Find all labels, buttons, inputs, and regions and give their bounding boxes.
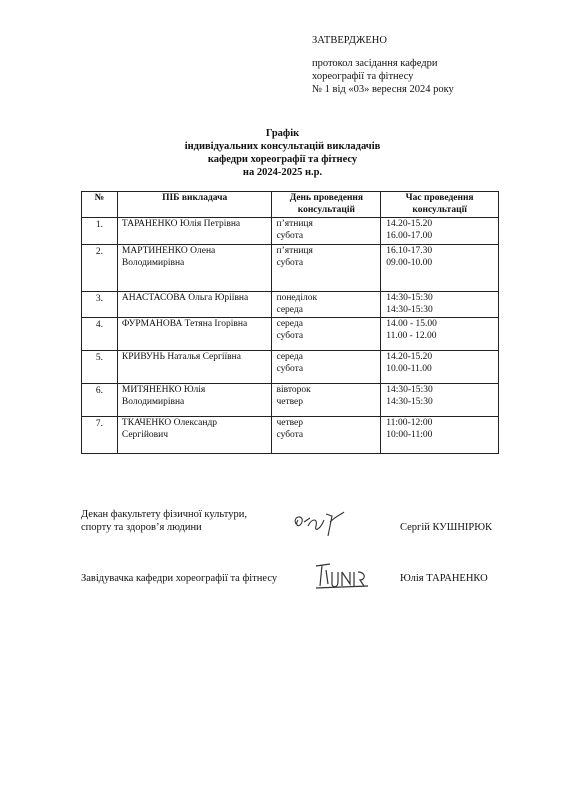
- row-number: 2.: [82, 245, 118, 292]
- consultation-days: понеділок середа: [272, 292, 381, 318]
- consultation-times: 14.00 - 15.00 11.00 - 12.00: [381, 318, 499, 351]
- consultation-days: четвер субота: [272, 417, 381, 454]
- approval-block: [312, 34, 454, 96]
- document-title: [0, 127, 565, 179]
- title-line: Графік: [265, 128, 300, 139]
- table-header-row: [82, 192, 499, 218]
- table-row: [82, 417, 499, 454]
- consultation-days: п’ятниця субота: [272, 245, 381, 292]
- row-number: 4.: [82, 318, 118, 351]
- consultation-times: 14.20-15.20 16.00-17.00: [381, 218, 499, 245]
- dean-signature: [290, 506, 350, 540]
- column-header-day: День проведення консультацій: [272, 192, 381, 218]
- consultation-days: середа субота: [272, 351, 381, 384]
- table-row: [82, 384, 499, 417]
- consultation-times: 14:30-15:30 14:30-15:30: [381, 384, 499, 417]
- teacher-name: КРИВУНЬ Наталья Сергіївна: [117, 351, 272, 384]
- consultation-times: 11:00-12:00 10:00-11:00: [381, 417, 499, 454]
- row-number: 6.: [82, 384, 118, 417]
- table-row: [82, 351, 499, 384]
- head-signature: [312, 560, 372, 592]
- consultation-times: 14.20-15.20 10.00-11.00: [381, 351, 499, 384]
- teacher-name: МАРТИНЕНКО Олена Володимирівна: [117, 245, 272, 292]
- consultation-days: середа субота: [272, 318, 381, 351]
- teacher-name: ФУРМАНОВА Тетяна Ігорівна: [117, 318, 272, 351]
- dean-name: Сергій КУШНІРЮК: [400, 522, 493, 533]
- consultation-days: вівторок четвер: [272, 384, 381, 417]
- table-row: [82, 292, 499, 318]
- consultation-times: 14:30-15:30 14:30-15:30: [381, 292, 499, 318]
- column-header-num: №: [82, 192, 118, 218]
- column-header-time: Час проведення консультації: [381, 192, 499, 218]
- consultation-times: 16.10-17.30 09.00-10.00: [381, 245, 499, 292]
- table-row: [82, 318, 499, 351]
- consultation-days: п’ятниця субота: [272, 218, 381, 245]
- head-title: Завідувачка кафедри хореографії та фітнесу: [81, 573, 278, 584]
- teacher-name: ТАРАНЕНКО Юлія Петрівна: [117, 218, 272, 245]
- table-row: [82, 245, 499, 292]
- title-line: кафедри хореографії та фітнесу: [207, 154, 358, 165]
- consultation-schedule-table: [81, 191, 499, 454]
- teacher-name: МИТЯНЕНКО Юлія Володимирівна: [117, 384, 272, 417]
- dean-title: Декан факультету фізичної культури, спорту та здоров’я людини: [81, 509, 247, 533]
- title-line: на 2024-2025 н.р.: [242, 167, 323, 178]
- row-number: 5.: [82, 351, 118, 384]
- head-name: Юлія ТАРАНЕНКО: [400, 573, 488, 584]
- approval-line: протокол засідання кафедри: [312, 58, 438, 69]
- teacher-name: ТКАЧЕНКО Олександр Сергійович: [117, 417, 272, 454]
- table-row: [82, 218, 499, 245]
- teacher-name: АНАСТАСОВА Ольга Юріївна: [117, 292, 272, 318]
- approval-line: хореографії та фітнесу: [312, 71, 414, 82]
- approval-line: № 1 від «03» вересня 2024 року: [312, 84, 454, 95]
- row-number: 3.: [82, 292, 118, 318]
- column-header-name: ПІБ викладача: [117, 192, 272, 218]
- row-number: 7.: [82, 417, 118, 454]
- approval-heading: ЗАТВЕРДЖЕНО: [312, 35, 387, 46]
- title-line: індивідуальних консультацій викладачів: [184, 141, 381, 152]
- row-number: 1.: [82, 218, 118, 245]
